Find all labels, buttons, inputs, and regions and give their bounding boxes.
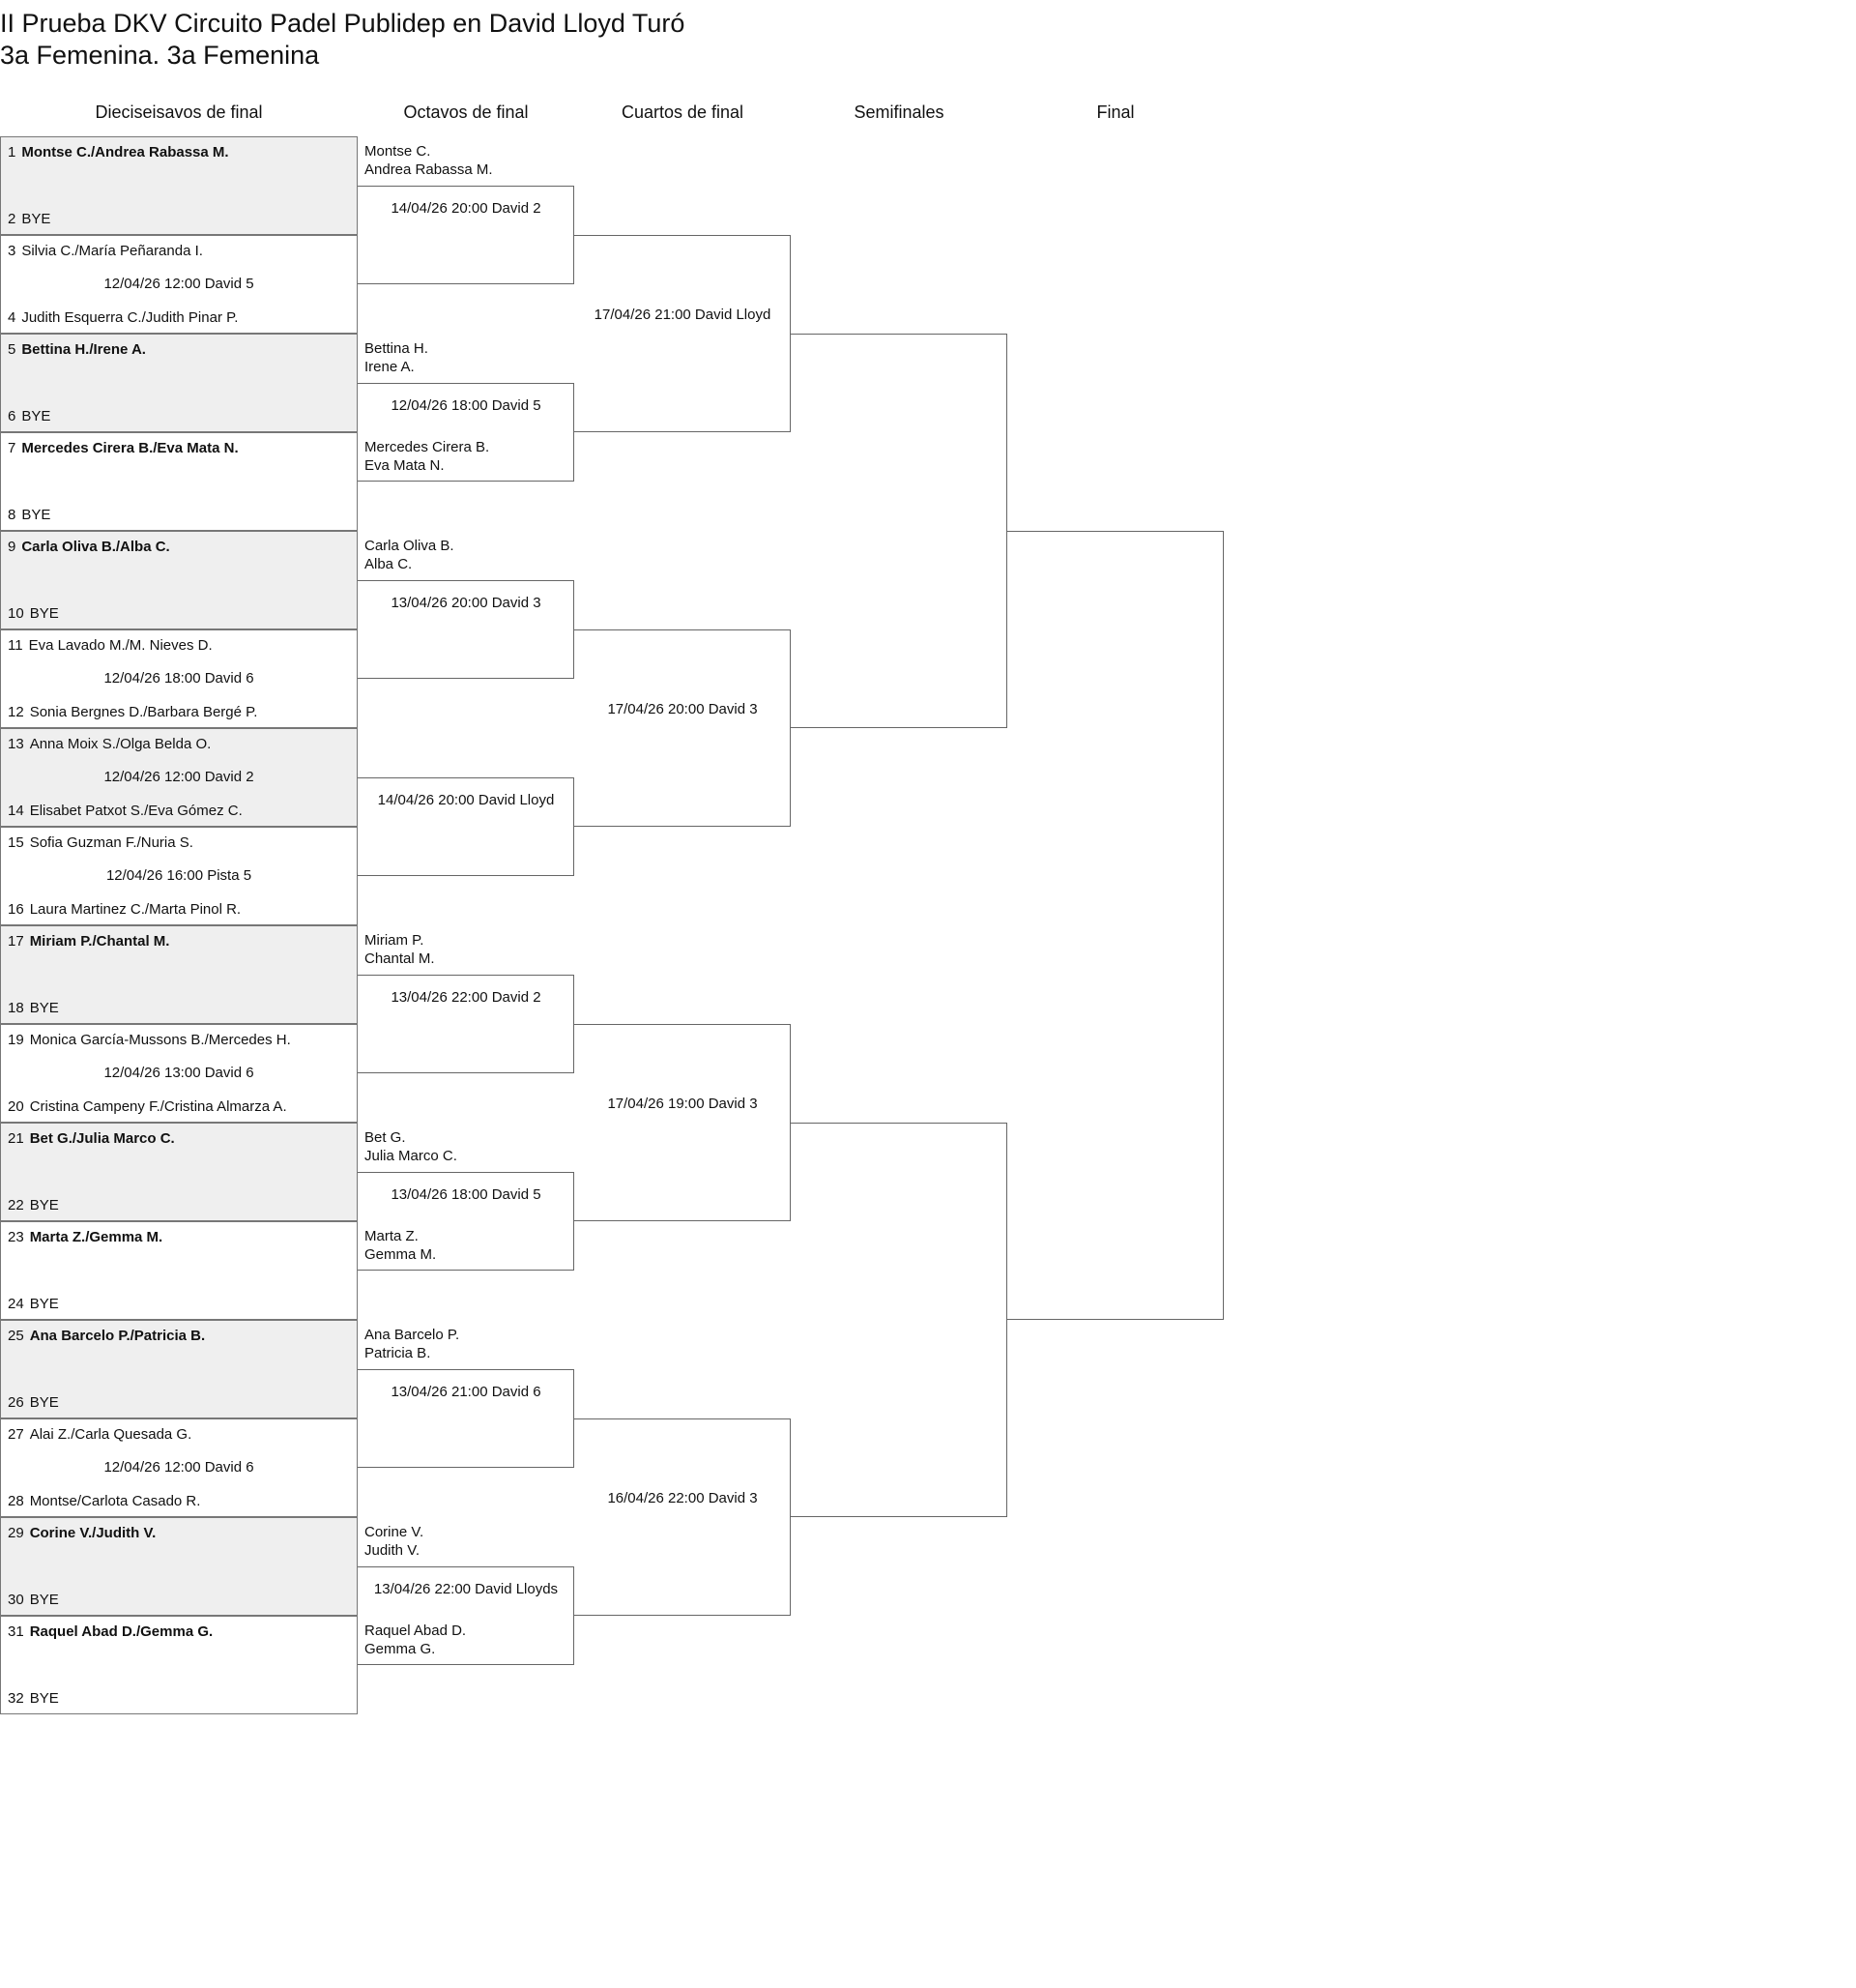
team-entry	[8, 1130, 175, 1147]
player-name: Judith V.	[364, 1542, 420, 1559]
seed-number: 9	[8, 539, 16, 555]
team-entry	[8, 1592, 59, 1608]
team-entry	[8, 408, 50, 424]
seed-number: 19	[8, 1032, 24, 1048]
match-box	[0, 1123, 358, 1221]
seed-number: 20	[8, 1098, 24, 1115]
seed-number: 21	[8, 1130, 24, 1147]
team-entry	[8, 1197, 59, 1213]
match-box	[0, 1517, 358, 1616]
seed-number: 8	[8, 507, 16, 523]
seed-number: 11	[8, 637, 23, 654]
team-entry	[8, 1623, 213, 1640]
team-entry	[8, 1229, 162, 1245]
team-name: Montse/Carlota Casado R.	[29, 1493, 201, 1509]
team-entry	[8, 736, 211, 752]
team-entry	[8, 605, 59, 622]
seed-number: 17	[8, 933, 24, 950]
team-name: BYE	[21, 211, 51, 227]
team-entry	[364, 1128, 457, 1165]
player-name: Carla Oliva B.	[364, 538, 454, 554]
match-box	[0, 925, 358, 1024]
bracket-line	[791, 334, 1007, 728]
round-label-cuartos: Cuartos de final	[621, 102, 744, 122]
team-entry	[8, 309, 238, 326]
team-name: BYE	[29, 605, 59, 622]
team-entry	[364, 142, 493, 179]
match-schedule: 12/04/26 12:00 David 6	[103, 1459, 254, 1476]
team-name: BYE	[29, 1000, 59, 1016]
bracket-line	[574, 1418, 791, 1616]
team-entry	[364, 1326, 459, 1362]
player-name: Gemma G.	[364, 1641, 436, 1657]
team-name: BYE	[29, 1592, 59, 1608]
player-name: Bet G.	[364, 1129, 406, 1146]
team-entry	[364, 1227, 436, 1264]
seed-number: 10	[8, 605, 24, 622]
team-name: Silvia C./María Peñaranda I.	[21, 243, 203, 259]
player-name: Chantal M.	[364, 950, 435, 967]
match-schedule: 12/04/26 18:00 David 6	[103, 670, 254, 687]
seed-number: 3	[8, 243, 16, 259]
team-name: BYE	[29, 1690, 59, 1707]
team-entry	[8, 243, 203, 259]
match-schedule: 13/04/26 18:00 David 5	[391, 1186, 541, 1203]
player-name: Ana Barcelo P.	[364, 1327, 460, 1343]
match-box	[0, 1024, 358, 1123]
player-name: Miriam P.	[364, 932, 424, 949]
match-schedule: 14/04/26 20:00 David Lloyd	[377, 792, 555, 808]
team-name: Judith Esquerra C./Judith Pinar P.	[21, 309, 239, 326]
match-box	[0, 432, 358, 531]
seed-number: 29	[8, 1525, 24, 1541]
team-name: Bet G./Julia Marco C.	[29, 1130, 175, 1147]
category-subtitle: 3a Femenina. 3a Femenina	[0, 41, 320, 70]
match-schedule: 13/04/26 22:00 David 2	[391, 989, 541, 1006]
team-entry	[8, 1296, 59, 1312]
team-name: Elisabet Patxot S./Eva Gómez C.	[29, 803, 243, 819]
seed-number: 25	[8, 1328, 24, 1344]
seed-number: 32	[8, 1690, 24, 1707]
team-name: Raquel Abad D./Gemma G.	[29, 1623, 214, 1640]
team-entry	[8, 539, 170, 555]
team-entry	[8, 901, 241, 918]
team-entry	[8, 933, 169, 950]
team-name: Eva Lavado M./M. Nieves D.	[28, 637, 213, 654]
match-box	[0, 1418, 358, 1517]
team-name: Sofia Guzman F./Nuria S.	[29, 834, 193, 851]
team-entry	[364, 1622, 466, 1658]
team-entry	[364, 339, 428, 376]
seed-number: 1	[8, 144, 16, 161]
seed-number: 16	[8, 901, 24, 918]
player-name: Raquel Abad D.	[364, 1623, 467, 1639]
team-name: Mercedes Cirera B./Eva Mata N.	[21, 440, 239, 456]
player-name: Montse C.	[364, 143, 431, 160]
team-entry	[8, 637, 213, 654]
team-entry	[8, 341, 146, 358]
player-name: Julia Marco C.	[364, 1148, 457, 1164]
round-label-dieciseisavos: Dieciseisavos de final	[95, 102, 263, 122]
team-entry	[8, 1426, 191, 1443]
team-name: BYE	[29, 1296, 59, 1312]
match-schedule: 12/04/26 12:00 David 5	[103, 276, 254, 292]
seed-number: 4	[8, 309, 16, 326]
team-entry	[8, 211, 50, 227]
seed-number: 6	[8, 408, 16, 424]
seed-number: 7	[8, 440, 16, 456]
team-name: BYE	[21, 507, 51, 523]
match-box	[0, 1616, 358, 1714]
team-entry	[8, 803, 243, 819]
match-schedule: 17/04/26 19:00 David 3	[607, 1096, 758, 1112]
seed-number: 30	[8, 1592, 24, 1608]
seed-number: 27	[8, 1426, 24, 1443]
match-schedule: 12/04/26 18:00 David 5	[391, 397, 541, 414]
team-entry	[8, 440, 239, 456]
match-box	[0, 629, 358, 728]
team-entry	[364, 438, 489, 475]
team-name: BYE	[29, 1394, 59, 1411]
seed-number: 22	[8, 1197, 24, 1213]
team-name: BYE	[29, 1197, 59, 1213]
team-entry	[8, 834, 193, 851]
player-name: Andrea Rabassa M.	[364, 161, 493, 178]
bracket-line	[1007, 531, 1224, 1320]
player-name: Mercedes Cirera B.	[364, 439, 490, 455]
team-name: Anna Moix S./Olga Belda O.	[29, 736, 212, 752]
team-name: Sonia Bergnes D./Barbara Bergé P.	[29, 704, 258, 720]
team-name: Ana Barcelo P./Patricia B.	[29, 1328, 206, 1344]
match-schedule: 13/04/26 21:00 David 6	[391, 1384, 541, 1400]
match-box	[0, 334, 358, 432]
team-name: Laura Martinez C./Marta Pinol R.	[29, 901, 242, 918]
team-entry	[8, 1032, 291, 1048]
player-name: Corine V.	[364, 1524, 424, 1540]
seed-number: 14	[8, 803, 24, 819]
match-box	[0, 728, 358, 827]
team-entry	[8, 1394, 59, 1411]
match-box	[0, 827, 358, 925]
team-name: Cristina Campeny F./Cristina Almarza A.	[29, 1098, 287, 1115]
team-entry	[8, 1098, 287, 1115]
seed-number: 2	[8, 211, 16, 227]
match-box	[0, 531, 358, 629]
match-box	[0, 1221, 358, 1320]
seed-number: 31	[8, 1623, 24, 1640]
bracket-line	[574, 235, 791, 432]
match-schedule: 17/04/26 21:00 David Lloyd	[594, 307, 771, 323]
match-schedule: 17/04/26 20:00 David 3	[607, 701, 758, 717]
team-name: Alai Z./Carla Quesada G.	[29, 1426, 192, 1443]
match-schedule: 12/04/26 13:00 David 6	[103, 1065, 254, 1081]
team-entry	[8, 1493, 200, 1509]
team-name: Monica García-Mussons B./Mercedes H.	[29, 1032, 291, 1048]
seed-number: 26	[8, 1394, 24, 1411]
seed-number: 15	[8, 834, 24, 851]
match-schedule: 13/04/26 22:00 David Lloyds	[373, 1581, 559, 1597]
tournament-title: II Prueba DKV Circuito Padel Publidep en David Lloyd Turó	[0, 9, 685, 38]
seed-number: 23	[8, 1229, 24, 1245]
seed-number: 24	[8, 1296, 24, 1312]
round-label-semifinales: Semifinales	[854, 102, 944, 122]
round-label-octavos: Octavos de final	[403, 102, 529, 122]
match-schedule: 12/04/26 16:00 Pista 5	[105, 867, 252, 884]
seed-number: 5	[8, 341, 16, 358]
round-label-final: Final	[1096, 102, 1135, 122]
player-name: Irene A.	[364, 359, 415, 375]
team-name: Carla Oliva B./Alba C.	[21, 539, 170, 555]
player-name: Gemma M.	[364, 1246, 437, 1263]
match-schedule: 14/04/26 20:00 David 2	[391, 200, 541, 217]
team-name: Bettina H./Irene A.	[21, 341, 146, 358]
team-entry	[8, 1000, 59, 1016]
bracket-line	[574, 1024, 791, 1221]
player-name: Patricia B.	[364, 1345, 431, 1361]
match-schedule: 13/04/26 20:00 David 3	[391, 595, 541, 611]
team-name: BYE	[21, 408, 51, 424]
team-name: Corine V./Judith V.	[29, 1525, 157, 1541]
team-name: Marta Z./Gemma M.	[29, 1229, 163, 1245]
team-entry	[8, 1690, 59, 1707]
player-name: Alba C.	[364, 556, 413, 572]
seed-number: 13	[8, 736, 24, 752]
player-name: Bettina H.	[364, 340, 428, 357]
seed-number: 12	[8, 704, 24, 720]
team-entry	[8, 1328, 205, 1344]
match-box	[0, 1320, 358, 1418]
seed-number: 28	[8, 1493, 24, 1509]
match-box	[0, 235, 358, 334]
match-box	[0, 136, 358, 235]
team-entry	[8, 507, 50, 523]
team-name: Miriam P./Chantal M.	[29, 933, 170, 950]
team-entry	[364, 1523, 423, 1560]
match-schedule: 12/04/26 12:00 David 2	[103, 769, 254, 785]
team-entry	[364, 931, 435, 968]
team-entry	[8, 1525, 156, 1541]
bracket-line	[574, 629, 791, 827]
team-entry	[8, 144, 229, 161]
match-schedule: 16/04/26 22:00 David 3	[607, 1490, 758, 1506]
bracket-line	[791, 1123, 1007, 1517]
team-name: Montse C./Andrea Rabassa M.	[21, 144, 229, 161]
player-name: Marta Z.	[364, 1228, 419, 1244]
team-entry	[364, 537, 454, 573]
player-name: Eva Mata N.	[364, 457, 445, 474]
seed-number: 18	[8, 1000, 24, 1016]
team-entry	[8, 704, 257, 720]
